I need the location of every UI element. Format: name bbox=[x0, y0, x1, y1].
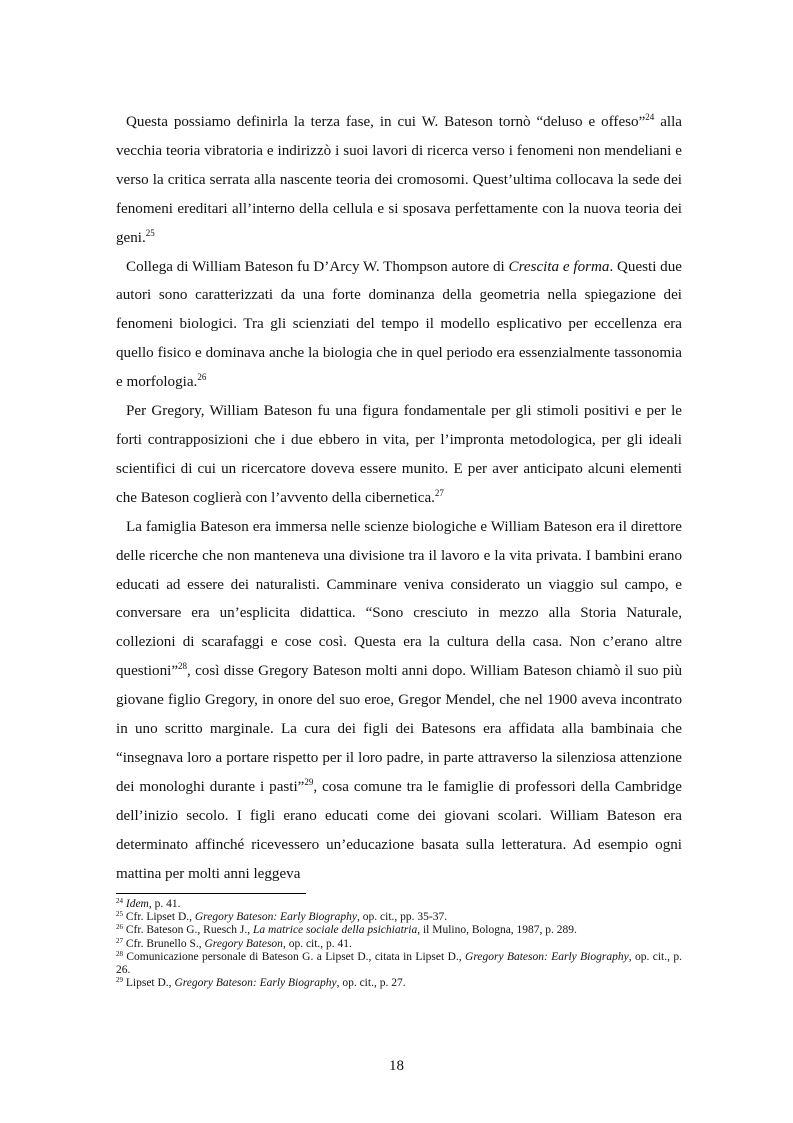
page-body bbox=[116, 108, 682, 888]
footnote-ref: 29 bbox=[304, 776, 314, 787]
text: , il Mulino, Bologna, 1987, p. 289. bbox=[417, 924, 577, 937]
footnote-divider bbox=[116, 893, 306, 894]
text: La famiglia Bateson era immersa nelle scienze biologiche e William Bateson era il direttore delle ricerche che non manteneva una divisione tra il lavoro e la vita privata. I bambini erano educati ad essere dei naturalisti. Camminare veniva considerato un viaggio sul campo, e conversare era un’esplicita didattica. “Sono cresciuto in mezzo alla Storia Naturale, collezioni di scarafaggi e cose così. Questa era la cultura della casa. Non c’erano altre questioni” bbox=[116, 518, 682, 680]
paragraph bbox=[116, 397, 682, 513]
text: , cosa comune tra le famiglie di professori della Cambridge dell’inizio secolo. I figli erano educati come dei giovani scolari. William Bateson era determinato affinché ricevessero un’educazione basata sulla letteratura. Ad esempio ogni mattina per molti anni leggeva bbox=[116, 778, 682, 882]
text: Cfr. Lipset D., bbox=[125, 911, 195, 924]
cited-title: Gregory Bateson bbox=[204, 937, 283, 950]
footnote-ref: 27 bbox=[434, 487, 444, 498]
footnote-ref: 25 bbox=[145, 227, 155, 238]
footnote bbox=[116, 938, 682, 951]
text: Cfr. Bateson G., Ruesch J., bbox=[125, 924, 254, 937]
footnote-ref: 26 bbox=[197, 372, 207, 383]
footnote bbox=[116, 924, 682, 937]
text: alla vecchia teoria vibratoria e indirizzò i suoi lavori di ricerca verso i fenomeni non mendeliani e verso la critica serrata alla nascente teoria dei cromosomi. Quest’ultima collocava la sede dei fenomeni ereditari all’interno della cellula e si sposava perfettamente con la nuova teoria dei geni. bbox=[116, 114, 682, 246]
text: Questa possiamo definirla la terza fase, in cui W. Bateson tornò “deluso e offeso” bbox=[126, 114, 646, 130]
footnote-number: 28 bbox=[116, 949, 123, 958]
text: , così disse Gregory Bateson molti anni dopo. William Bateson chiamò il suo più giovane figlio Gregory, in onore del suo eroe, Gregor Mendel, che nel 1900 aveva incontrato in uno scritto marginale. La cura dei figli dei Batesons era affidata alla bambinaia che “insegnava loro a portare rispetto per il loro padre, in parte attraverso la silenziosa attenzione dei monologhi durante i pasti” bbox=[116, 663, 682, 795]
footnote-number: 25 bbox=[116, 910, 123, 919]
footnote bbox=[116, 977, 682, 990]
text: Collega di William Bateson fu D’Arcy W. Thompson autore di bbox=[126, 258, 509, 275]
text: , p. 41. bbox=[148, 898, 181, 910]
paragraph bbox=[116, 253, 682, 398]
book-title: Crescita e forma bbox=[508, 258, 610, 275]
paragraph bbox=[116, 108, 682, 253]
cited-title: Gregory Bateson: Early Biography bbox=[194, 911, 358, 924]
footnote-ref: 24 bbox=[645, 112, 655, 122]
footnote-number: 26 bbox=[116, 923, 123, 932]
text: , op. cit., p. 41. bbox=[282, 937, 352, 950]
text: Per Gregory, William Bateson fu una figura fondamentale per gli stimoli positivi e per le forti contrapposizioni che i due ebbero in vita, per l’impronta metodologica, per gli ideali scientifici di cui un ricercatore doveva essere munito. E per aver anticipato alcuni elementi che Bateson coglierà con l’avvento della cibernetica. bbox=[116, 403, 682, 506]
text: , op. cit., p. 27. bbox=[336, 977, 406, 990]
footnote bbox=[116, 951, 682, 977]
text: Comunicazione personale di Bateson G. a Lipset D., citata in Lipset D., bbox=[126, 950, 466, 963]
cited-title: Gregory Bateson: Early Biography bbox=[174, 977, 337, 990]
footnote bbox=[116, 898, 682, 911]
footnotes bbox=[116, 898, 682, 990]
text: Cfr. Brunello S., bbox=[125, 937, 205, 950]
footnote-number: 24 bbox=[116, 897, 123, 905]
text: Lipset D., bbox=[125, 977, 175, 990]
cited-title: Gregory Bateson: Early Biography bbox=[465, 950, 629, 963]
paragraph bbox=[116, 513, 682, 889]
footnote bbox=[116, 911, 682, 924]
text: , op. cit., p. 26. bbox=[116, 950, 682, 977]
text: . Questi due autori sono caratterizzati da una forte dominanza della geometria nella spiegazione dei fenomeni biologici. Tra gli scienziati del tempo il modello esplicativo per eccellenza era quello fisico e dominava anche la biologia che in quel periodo era essenzialmente tassonomia e morfologia. bbox=[116, 258, 682, 391]
cited-title: La matrice sociale della psichiatria bbox=[253, 924, 418, 937]
page-number: 18 bbox=[389, 1058, 404, 1074]
footnote-number: 29 bbox=[116, 976, 123, 985]
footnote-number: 27 bbox=[116, 936, 123, 945]
footnote-ref: 28 bbox=[178, 661, 188, 672]
cited-title: Idem bbox=[125, 898, 149, 910]
text: , op. cit., pp. 35-37. bbox=[357, 911, 448, 924]
